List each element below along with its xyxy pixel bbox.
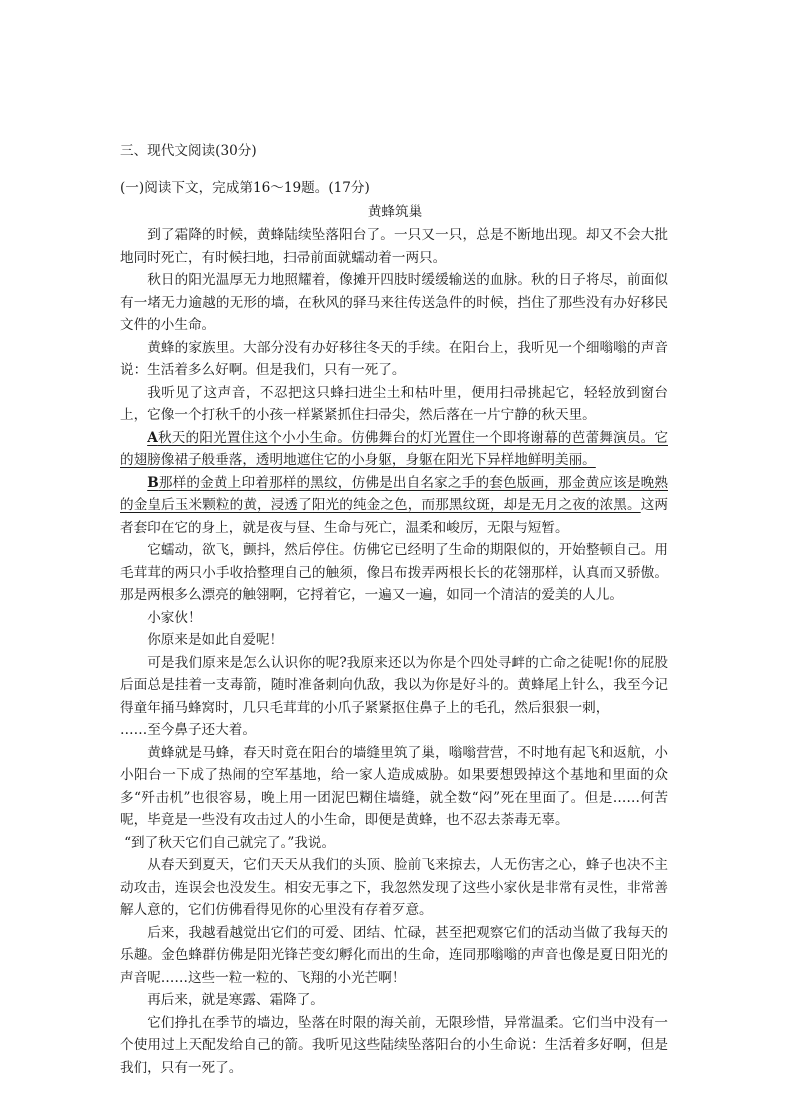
paragraph-a: [120, 427, 668, 472]
paragraph: 你原来是如此自爱呢！: [147, 632, 284, 648]
paragraph-b: [120, 472, 668, 540]
paragraph: 我听见了这声音，不忍把这只蜂扫进尘土和枯叶里，便用扫帚挑起它，轻轻放到窗台上，它像一个打秋千的小孩一样紧紧抓住扫帚尖，然后落在一片宁静的秋天里。: [120, 384, 668, 423]
paragraph-b-text: 那样的金黄上印着那样的黑纹，仿佛是出自名家之手的套色版画，那金黄应该是晚熟的金皇后玉米颗粒的黄，浸透了阳光的纯金之色，而那黑纹斑，却是无月之夜的浓黑。: [120, 474, 668, 513]
paragraph: 秋日的阳光温厚无力地照耀着，像摊开四肢时缓缓输送的血脉。秋的日子将尽，前面似有一堵无力逾越的无形的墙，在秋风的驿马来往传送急件的时候，挡住了那些没有办好移民文件的小生命。: [120, 272, 668, 333]
paragraph: 后来，我越看越觉出它们的可爱、团结、忙碌，甚至把观察它们的活动当做了我每天的乐趣。金色蜂群仿佛是阳光锋芒变幻孵化而出的生命，连同那嗡嗡的声音也像是夏日阳光的声音呢……这些一粒一粒的、飞翔的小光芒啊！: [120, 924, 668, 986]
paragraph: ……至今鼻子还大着。: [120, 722, 256, 738]
paragraph: 它们挣扎在季节的墙边，坠落在时限的海关前，无限珍惜，异常温柔。它们当中没有一个使用过上天配发给自己的箭。我听见这些陆续坠落阳台的小生命说：生活着多好啊，但是我们，只有一死了。: [120, 1014, 668, 1076]
paragraph: 再后来，就是寒露、霜降了。: [147, 992, 324, 1008]
paragraph: 黄蜂的家族里。大部分没有办好移往冬天的手续。在阳台上，我听见一个细嗡嗡的声音说：生活着多么好啊。但是我们，只有一死了。: [120, 339, 668, 378]
article-title: 黄蜂筑巢: [367, 204, 423, 220]
subsection-title: (一)阅读下文，完成第16～19题。(17分): [120, 180, 370, 196]
paragraph: 从春天到夏天，它们天天从我们的头顶、脸前飞来掠去，人无伤害之心，蜂子也决不主动攻击，连误会也没发生。相安无事之下，我忽然发现了这些小家伙是非常有灵性，非常善解人意的，它们仿佛看得见你的心里没有存着歹意。: [120, 857, 668, 918]
paragraph-a-text: 秋天的阳光置住这个小小生命。仿佛舞台的灯光置住一个即将谢幕的芭蕾舞演员。它的翅膀像裙子般垂落，透明地遮住它的小身躯，身躯在阳光下异样地鲜明美丽。: [120, 429, 668, 468]
paragraph-a-underlined: [120, 430, 668, 469]
paragraph: “到了秋天它们自己就完了。”我说。: [124, 834, 336, 851]
paragraph: 黄蜂就是马蜂，春天时竟在阳台的墙缝里筑了巢，嗡嗡营营，不时地有起飞和返航，小小阳台一下成了热闹的空军基地，给一家人造成威胁。如果要想毁掉这个基地和里面的众多“歼击机”也很容易，晚上用一团泥巴糊住墙缝，就全数“闷”死在里面了。但是……何苦呢，毕竟是一些没有攻击过人的小生命，即便是黄蜂，也不忍去荼毒无辜。: [120, 744, 668, 828]
paragraph-b-marker: B: [147, 474, 159, 491]
article-body: [120, 224, 668, 1079]
paragraph: 到了霜降的时候，黄蜂陆续坠落阳台了。一只又一只，总是不断地出现。却又不会大批地同时死亡，有时候扫地，扫帚前面就蠕动着一两只。: [120, 227, 668, 266]
paragraph-b-underlined: [120, 475, 668, 514]
paragraph-b-plain: 这两者套印在它的身上，就是夜与昼、生命与死亡，温柔和峻厉，无限与短暂。: [120, 497, 668, 536]
paragraph: 可是我们原来是怎么认识你的呢?我原来还以为你是个四处寻衅的亡命之徒呢!你的屁股后面总是挂着一支毒箭，随时准备刺向仇敌，我以为你是好斗的。黄蜂尾上针么，我至今记得童年捅马蜂窝时，几只毛茸茸的小爪子紧紧抠住鼻子上的毛孔，然后狠狠一刺，: [120, 654, 668, 716]
paragraph: 它蠕动，欲飞，颤抖，然后停住。仿佛它已经明了生命的期限似的，开始整顿自己。用毛茸茸的两只小手收拾整理自己的触须，像吕布拨弄两根长长的花翎那样，认真而又骄傲。那是两根多么漂亮的触翎啊，它捋着它，一遍又一遍，如同一个清洁的爱美的人儿。: [120, 542, 668, 603]
section-title: 三、现代文阅读(30分): [120, 143, 257, 159]
paragraph-a-marker: A: [147, 429, 158, 446]
paragraph: 小家伙！: [147, 609, 202, 626]
